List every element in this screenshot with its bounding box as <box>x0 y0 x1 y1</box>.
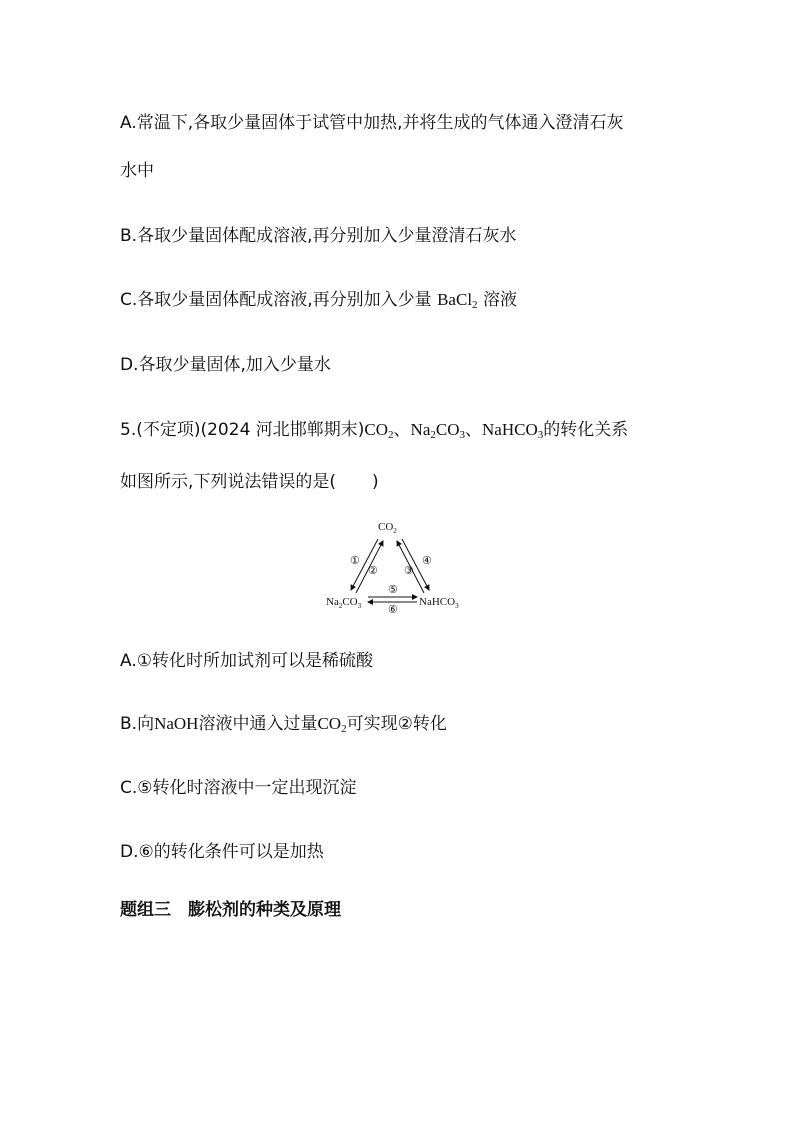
q4-option-c-prefix: C.各取少量固体配成溶液,再分别加入少量 <box>120 290 432 310</box>
q5-stem-line1 <box>120 419 628 446</box>
nahco3-formula: NaHCO$_3$ <box>482 420 544 441</box>
q4-option-a-line2: 水中 <box>120 161 154 181</box>
q5-suffix: 的转化关系 <box>543 420 629 440</box>
conversion-diagram <box>318 517 478 613</box>
diagram-node-nahco3: NaHCO$_3$ <box>419 596 459 610</box>
closing-paren: ) <box>372 472 379 492</box>
label-5: ⑤ <box>388 584 398 596</box>
circled-number: ⑤ <box>137 778 153 798</box>
option-text: 的转化条件可以是加热 <box>153 842 324 862</box>
q5-question-text: 如图所示,下列说法错误的是( <box>120 472 337 492</box>
option-text: 溶液中通入过量 <box>198 714 318 734</box>
q4-option-a-line1: A.常温下,各取少量固体于试管中加热,并将生成的气体通入澄清石灰 <box>120 113 624 133</box>
label-1: ① <box>350 555 360 567</box>
option-text: B.向 <box>120 714 155 734</box>
naoh-formula: NaOH <box>154 714 199 733</box>
section-heading: 题组三 膨松剂的种类及原理 <box>120 900 341 920</box>
option-letter: A. <box>120 651 137 671</box>
co2-formula: $CO_2$ <box>317 714 347 735</box>
q5-stem-line2 <box>120 471 379 493</box>
option-text: 转化时所加试剂可以是稀硫酸 <box>151 651 373 671</box>
q4-option-d: D.各取少量固体,加入少量水 <box>120 355 331 375</box>
separator: 、 <box>393 420 411 440</box>
q5-option-a <box>120 650 373 672</box>
diagram-node-na2co3: $Na_2CO_3$ <box>326 596 362 610</box>
circled-number: ② <box>397 714 413 734</box>
q5-option-b <box>120 713 447 740</box>
na2co3-formula: $Na_2CO_3$ <box>410 420 465 441</box>
q5-option-d <box>120 841 324 863</box>
co2-formula: $CO_2$ <box>364 420 394 441</box>
option-letter: C. <box>120 778 138 798</box>
diagram-node-co2: $CO_2$ <box>378 521 397 535</box>
q4-option-c <box>120 289 517 316</box>
q5-option-c <box>120 777 357 799</box>
label-6: ⑥ <box>388 604 398 613</box>
q4-option-c-suffix: 溶液 <box>482 290 517 310</box>
option-letter: D. <box>120 842 139 862</box>
option-text: 转化时溶液中一定出现沉淀 <box>152 778 357 798</box>
bacl2-formula: BaCl$_2$ <box>437 290 478 311</box>
q5-prefix: 5.(不定项)(2024 河北邯郸期末) <box>120 420 365 440</box>
label-4: ④ <box>422 555 432 567</box>
option-text: 可实现 <box>346 714 398 734</box>
label-2: ② <box>368 565 378 577</box>
circled-number: ① <box>136 651 152 671</box>
label-3: ③ <box>404 565 414 577</box>
q4-option-b: B.各取少量固体配成溶液,再分别加入少量澄清石灰水 <box>120 226 517 246</box>
circled-number: ⑥ <box>138 842 154 862</box>
separator: 、 <box>465 420 482 440</box>
option-text: 转化 <box>412 714 447 734</box>
